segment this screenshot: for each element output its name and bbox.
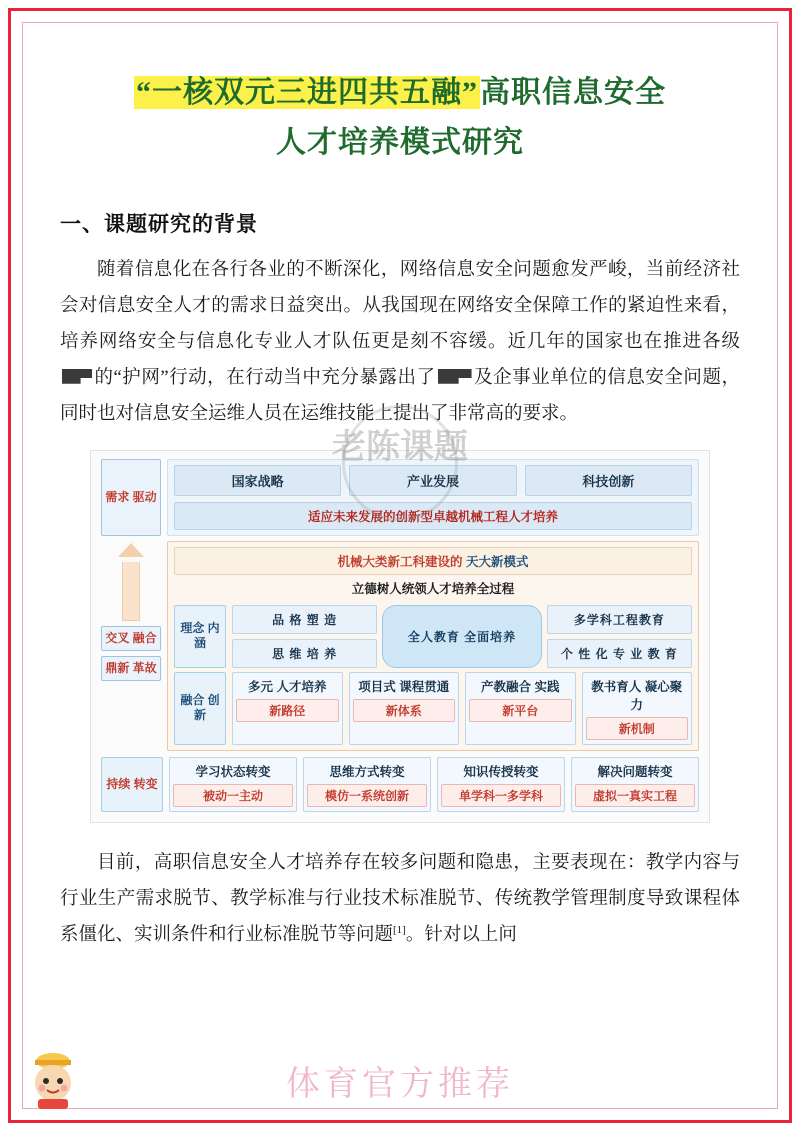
fusion-cell-2-bottom: 新体系 [353, 699, 456, 722]
figure-talent-training-model [90, 428, 710, 823]
fusion-cell-3-top: 产教融合 实践 [481, 679, 560, 694]
title-rest: 高职信息安全 [480, 76, 666, 109]
section-heading: 一、课题研究的背景 [60, 211, 258, 236]
fusion-cell-1 [232, 672, 343, 745]
fusion-cell-4-top: 教书育人 凝心聚力 [591, 679, 683, 712]
label-concept: 理念 内涵 [174, 605, 226, 668]
top-cell-tech-innovation: 科技创新 [525, 465, 692, 496]
paragraph-2 [60, 845, 740, 953]
figure-bottom-section [101, 757, 699, 812]
paragraph-1-part-b: 的“护网”行动，在行动当中充分暴露出了 [94, 367, 436, 388]
fusion-cells [232, 672, 692, 745]
figure-watermark: 老陈课题 [332, 428, 468, 466]
fusion-cell-4 [582, 672, 693, 745]
label-cross-fusion: 交叉 融合 [101, 626, 161, 651]
label-innovation: 鼎新 革故 [101, 656, 161, 681]
bottom-cell-2 [303, 757, 431, 812]
concept-cells [232, 605, 692, 668]
bottom-cell-1 [169, 757, 297, 812]
middle-head-red: 机械大类新工科建设的 [337, 554, 463, 569]
paragraph-2-part-b: 。针对以上问 [405, 924, 517, 945]
bottom-cell-2-top: 思维方式转变 [329, 764, 405, 779]
top-band-subtitle: 适应未来发展的创新型卓越机械工程人才培养 [174, 502, 692, 530]
figure-left-labels-middle [101, 541, 161, 751]
redaction-block-icon [62, 369, 92, 384]
fusion-cell-3-bottom: 新平台 [469, 699, 572, 722]
paragraph-1-part-a: 随着信息化在各行各业的不断深化，网络信息安全问题愈发严峻，当前经济社会对信息安全人才的需求日益突出。从我国现在网络安全保障工作的紧迫性来看，培养网络安全与信息化专业人才队伍更是刻不容缓。近几年的国家也在推进各级 [60, 259, 740, 352]
top-cell-industry-development: 产业发展 [349, 465, 516, 496]
fusion-cell-2-top: 项目式 课程贯通 [358, 679, 450, 694]
concept-cell-personalized: 个 性 化 专 业 教 育 [547, 639, 692, 668]
concept-cell-thinking: 思 维 培 养 [232, 639, 377, 668]
reference-marker: [1] [393, 923, 406, 936]
paragraph-2-part-a: 目前，高职信息安全人才培养存在较多问题和隐患，主要表现在：教学内容与行业生产需求脱节、教学标准与行业技术标准脱节、传统教学管理制度导致课程体系僵化、实训条件和行业标准脱节等问题 [60, 852, 740, 945]
figure-top-section [101, 459, 699, 536]
bottom-cell-1-top: 学习状态转变 [195, 764, 271, 779]
bottom-cell-2-bottom: 模仿一系统创新 [307, 784, 427, 807]
concept-cell-character: 品 格 塑 造 [232, 605, 377, 634]
title-line-1 [60, 70, 740, 117]
concept-row [174, 605, 692, 668]
fusion-cell-3 [465, 672, 576, 745]
fusion-cell-1-top: 多元 人才培养 [248, 679, 327, 694]
bottom-cell-1-bottom: 被动一主动 [173, 784, 293, 807]
figure-middle-block [167, 541, 699, 751]
bottom-cells [169, 757, 699, 812]
bottom-cell-4-bottom: 虚拟一真实工程 [575, 784, 695, 807]
figure-top-band [167, 459, 699, 536]
top-band [167, 459, 699, 536]
fusion-cell-1-bottom: 新路径 [236, 699, 339, 722]
paragraph-1 [60, 252, 740, 432]
fusion-cell-4-bottom: 新机制 [586, 717, 689, 740]
top-cell-national-strategy: 国家战略 [174, 465, 341, 496]
label-demand-drive: 需求 驱动 [101, 459, 161, 536]
title-line-2: 人才培养模式研究 [276, 125, 524, 159]
fusion-cell-2 [349, 672, 460, 745]
figure-left-labels-top [101, 459, 161, 536]
bottom-cell-3-top: 知识传授转变 [463, 764, 539, 779]
arrow-stem-icon [122, 562, 140, 621]
middle-head [174, 547, 692, 575]
figure-middle-section [101, 541, 699, 751]
paragraph-1-part-c: 及企事业单位的信息安全问题，同时也对信息安全运维人员在运维技能上提出了非常高的要求。 [60, 367, 740, 424]
bottom-cell-4 [571, 757, 699, 812]
bottom-cell-4-top: 解决问题转变 [597, 764, 673, 779]
concept-cell-multidiscipline: 多学科工程教育 [547, 605, 692, 634]
concept-center-whole-person: 全人教育 全面培养 [382, 605, 542, 668]
middle-block [167, 541, 699, 751]
footer-watermark: 体育官方推荐 [286, 1066, 514, 1103]
bottom-cell-3 [437, 757, 565, 812]
bottom-cell-3-bottom: 单学科一多学科 [441, 784, 561, 807]
mascot-icon [26, 1051, 80, 1109]
middle-subtitle: 立德树人统领人才培养全过程 [351, 581, 515, 596]
upward-arrow-icon [118, 543, 144, 557]
document-title [60, 70, 740, 168]
fusion-innovation-row [174, 672, 692, 745]
redaction-block-icon [438, 369, 472, 384]
document-content [60, 52, 740, 953]
top-band-cells [174, 465, 692, 496]
title-highlight: “一核双元三进四共五融” [136, 76, 478, 109]
label-continuous-change: 持续 转变 [101, 757, 163, 812]
label-fusion-innovation: 融合 创新 [174, 672, 226, 745]
middle-head-blue: 天大新模式 [465, 554, 529, 569]
